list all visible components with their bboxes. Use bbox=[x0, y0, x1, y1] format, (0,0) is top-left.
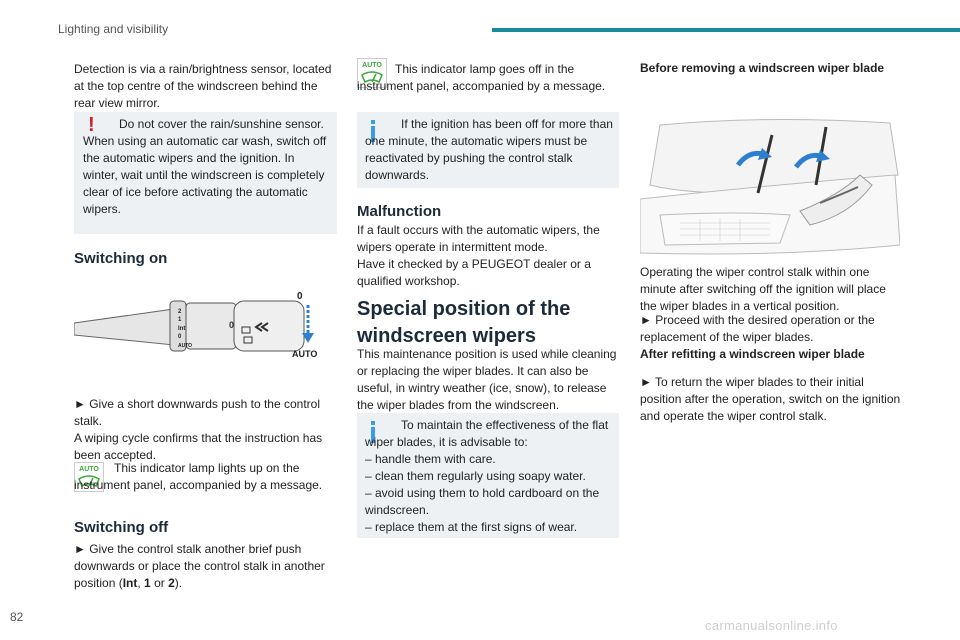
heading-special-position: Special position of the windscreen wipers bbox=[357, 298, 571, 347]
info-list-item: – avoid using them to hold cardboard on the windscreen. bbox=[365, 486, 600, 517]
malfunction-text-2: Have it checked by a PEUGEOT dealer or a qualified workshop. bbox=[357, 257, 591, 288]
after-step: ► To return the wiper blades to their initial position after the operation, switch on the ignition and operate the wiper control stalk. bbox=[640, 375, 901, 423]
page-number: 82 bbox=[10, 610, 24, 624]
special-text: This maintenance position is used while cleaning or replacing the wiper blades. It can also be useful, in wintry weather (ice, snow), to release the wiper blades from the windscreen. bbox=[357, 347, 617, 412]
off-lamp-text: This indicator lamp goes off in the instrument panel, accompanied by a message. bbox=[357, 62, 606, 93]
stalk-label-0: 0 bbox=[178, 334, 182, 340]
stalk-zero-label: 0 bbox=[297, 291, 303, 302]
heading-malfunction: Malfunction bbox=[357, 203, 442, 220]
info-list-item: – handle them with care. bbox=[365, 452, 496, 466]
heading-before-removing: Before removing a windscreen wiper blade bbox=[640, 61, 885, 75]
on-confirm-text: A wiping cycle confirms that the instruction has been accepted. bbox=[74, 431, 323, 462]
svg-text:0: 0 bbox=[229, 320, 235, 330]
stalk-label-1: 1 bbox=[178, 317, 182, 323]
stalk-label-int: Int bbox=[178, 326, 186, 332]
stalk-label-auto: AUTO bbox=[178, 343, 193, 349]
info-text-2-intro: To maintain the effectiveness of the flat wiper blades, it is advisable to: bbox=[365, 418, 609, 449]
stalk-label-2: 2 bbox=[178, 309, 182, 315]
control-stalk-illustration bbox=[74, 283, 329, 365]
info-text-1: If the ignition has been off for more than one minute, the automatic wipers must be reactivated by pushing the control stalk downwards. bbox=[365, 117, 613, 182]
watermark: carmanualsonline.info bbox=[705, 618, 838, 633]
off-step-text: ► Give the control stalk another brief push downwards or place the control stalk in another position (Int, 1 or 2). bbox=[74, 542, 325, 590]
warning-box bbox=[74, 112, 337, 234]
on-step-text: ► Give a short downwards push to the control stalk. bbox=[74, 397, 320, 428]
svg-text:AUTO: AUTO bbox=[362, 62, 382, 69]
heading-switching-off: Switching off bbox=[74, 519, 169, 536]
heading-switching-on: Switching on bbox=[74, 250, 168, 267]
info-box-2 bbox=[357, 413, 619, 538]
heading-after-refitting: After refitting a windscreen wiper blade bbox=[640, 347, 865, 361]
stalk-auto-label: AUTO bbox=[292, 349, 318, 359]
header-accent-bar bbox=[492, 28, 960, 32]
info-box-1 bbox=[357, 112, 619, 188]
intro-text: Detection is via a rain/brightness sensor, located at the top centre of the windscreen behind the rear view mirror. bbox=[74, 62, 332, 110]
exclamation-icon: ! bbox=[88, 114, 95, 136]
before-text: Operating the wiper control stalk within one minute after switching off the ignition will place the wiper blades in a vertical position. bbox=[640, 265, 886, 313]
info-list-item: – replace them at the first signs of wear. bbox=[365, 520, 578, 534]
warning-text: Do not cover the rain/sunshine sensor. When using an automatic car wash, switch off the automatic wipers and the ignition. In winter, wait until the windscreen is completely clear of ice before activating the automatic wipers. bbox=[83, 117, 327, 216]
on-lamp-text: This indicator lamp lights up on the instrument panel, accompanied by a message. bbox=[74, 461, 323, 492]
windscreen-wipers-illustration bbox=[640, 115, 900, 257]
before-step: ► Proceed with the desired operation or the replacement of the wiper blades. bbox=[640, 313, 875, 344]
malfunction-text-1: If a fault occurs with the automatic wipers, the wipers operate in intermittent mode. bbox=[357, 223, 600, 254]
info-list-item: – clean them regularly using soapy water. bbox=[365, 469, 586, 483]
header-section-title: Lighting and visibility bbox=[58, 22, 169, 36]
svg-text:AUTO: AUTO bbox=[79, 466, 99, 473]
